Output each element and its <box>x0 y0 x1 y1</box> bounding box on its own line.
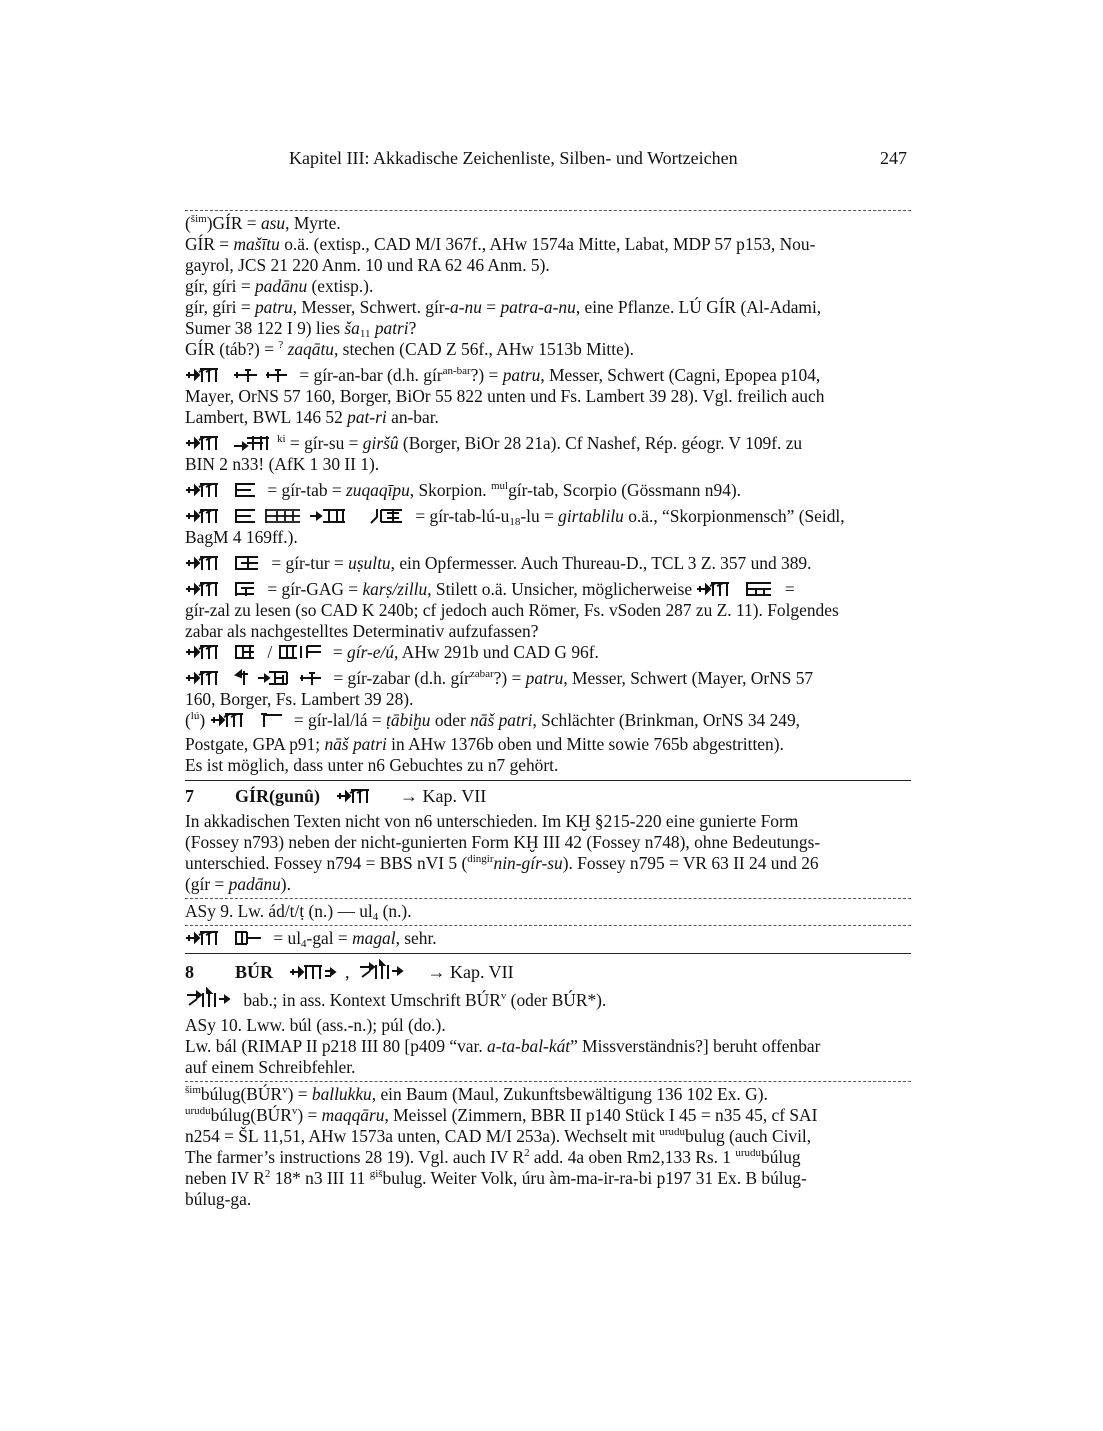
cuneiform-gir-sign-icon <box>185 580 227 598</box>
entry-line: $^{urudu}búlug(BÚR^v)$ = maqqāru, Meissel (Zimmern, BBR II p140 Stück I 45 = n35 45, cf SAI <box>185 1105 818 1125</box>
cuneiform-gir-sign-icon <box>185 507 227 525</box>
entry-line: Sumer 38 122 I 9) lies $ša_{11}$ patri? <box>185 318 417 339</box>
entry-line: 160, Borger, Fs. Lambert 39 28). <box>185 689 414 709</box>
cuneiform-bur-sign-icon <box>289 963 339 981</box>
entry-8-header: 8 BÚR , → Kap. VII <box>185 959 911 983</box>
cuneiform-lu-sign-icon <box>367 507 405 525</box>
cuneiform-e-sign-icon <box>233 643 257 661</box>
cuneiform-lal-sign-icon <box>258 711 284 729</box>
cuneiform-bur-variant-sign-icon <box>185 987 233 1009</box>
entry-line: n254 = ŠL 11,51, AHw 1573a unten, CAD M/I 253a). Wechselt mit $^{urudu}$bulug (auch Civil, <box>185 1126 812 1146</box>
cuneiform-gir-gunu-sign-icon <box>336 787 378 805</box>
entry-line: = $ul_4$-gal = magal, sehr. <box>185 928 911 949</box>
entry-line: ($^{šim}$)GÍR = asu, Myrte. <box>185 213 341 233</box>
cross-reference: → Kap. VII <box>400 786 487 806</box>
entry-line: ($^{lú}$) = gír-lal/lá = ṭābiḫu oder nāš patri, Schlächter (Brinkman, OrNS 34 249, <box>185 710 801 730</box>
section-divider <box>185 953 911 954</box>
running-header <box>185 148 907 174</box>
entry-line: Es ist möglich, dass unter n6 Gebuchtes zu n7 gehört. <box>185 755 559 775</box>
entry-line: auf einem Schreibfehler. <box>185 1057 356 1077</box>
cuneiform-an-sign-icon <box>233 366 259 384</box>
cross-reference: → Kap. VII <box>427 962 514 982</box>
entry-line: = gír-GAG = karṣ/zillu, Stilett o.ä. Unsicher, möglicherweise = <box>185 579 911 600</box>
entry-line: BagM 4 169ff.). <box>185 527 298 547</box>
cuneiform-zabar-sign-icon <box>233 669 251 687</box>
cuneiform-gir-sign-icon <box>696 580 738 598</box>
entry-line: / = gír-e/ú, AHw 291b und CAD G 96f. <box>185 642 911 663</box>
entry-line: Mayer, OrNS 57 160, Borger, BiOr 55 822 unten und Fs. Lambert 39 28). Vgl. freilich auch <box>185 386 825 406</box>
cuneiform-lu-sign-icon <box>263 507 303 525</box>
entry-line: ASy 10. Lww. búl (ass.-n.); púl (do.). <box>185 1015 446 1035</box>
entry-line: gír-zal zu lesen (so CAD K 240b; cf jedoch auch Römer, Fs. vSoden 287 zu Z. 11). Folgendes <box>185 600 839 620</box>
cuneiform-gir-sign-icon <box>185 643 227 661</box>
chapter-title: Kapitel III: Akkadische Zeichenliste, Silben- und Wortzeichen <box>289 148 738 168</box>
cuneiform-bar-sign-icon <box>265 366 289 384</box>
dashed-divider <box>185 898 911 899</box>
cuneiform-gal-sign-icon <box>233 929 263 947</box>
entry-line: Lw. bál (RIMAP II p218 III 80 [p409 “var. a-ta-bal-kát” Missverständnis?] beruht offenbar <box>185 1036 821 1056</box>
entry-line: In akkadischen Texten nicht von n6 unterschieden. Im KḪ §215-220 eine gunierte Form <box>185 811 799 831</box>
entry-line: Lambert, BWL 146 52 pat-ri an-bar. <box>185 407 439 427</box>
cuneiform-gir-sign-icon <box>185 434 227 452</box>
dashed-divider <box>185 1081 911 1082</box>
entry-line: = gír-an-bar (d.h. gír$^{an-bar}$?) = patru, Messer, Schwert (Cagni, Epopea p104, <box>185 365 911 386</box>
entry-line: neben IV $R^2$ 18* n3 III 11 $^{giš}$bulug. Weiter Volk, úru àm-ma-ir-ra-bi p197 31 Ex. B búlug- <box>185 1168 807 1188</box>
cuneiform-gir-sign-icon <box>210 711 252 729</box>
cuneiform-gir-sign-icon <box>185 481 227 499</box>
cuneiform-su-sign-icon <box>233 434 271 452</box>
entry-line: = gír-tab = zuqaqīpu, Skorpion. $^{mul}$gír-tab, Scorpio (Gössmann n94). <box>185 480 911 501</box>
cuneiform-gir-sign-icon <box>185 366 227 384</box>
entry-line: GÍR (táb?) = ? zaqātu, stechen (CAD Z 56f., AHw 1513b Mitte). <box>185 339 634 359</box>
entry-line: = gír-tur = uṣultu, ein Opfermesser. Auch Thureau-D., TCL 3 Z. 357 und 389. <box>185 553 911 574</box>
cuneiform-tur-sign-icon <box>233 554 261 572</box>
entry-line: unterschied. Fossey n794 = BBS nVI 5 ($^{dingir}$nin-gír-su). Fossey n795 = VR 63 II 24 und 26 <box>185 853 819 873</box>
entry-line: gayrol, JCS 21 220 Anm. 10 und RA 62 46 Anm. 5). <box>185 255 550 275</box>
entry-line: $^{ki}$ = gír-su = giršû (Borger, BiOr 28 21a). Cf Nashef, Rép. géogr. V 109f. zu <box>185 433 911 454</box>
cuneiform-bar-sign-icon <box>299 669 323 687</box>
entry-line: = gír-zabar (d.h. gír$^{zabar}$?) = patru, Messer, Schwert (Mayer, OrNS 57 <box>185 668 911 689</box>
entry-line: gír, gíri = patru, Messer, Schwert. gír-a-nu = patra-a-nu, eine Pflanze. LÚ GÍR (Al-Adami, <box>185 297 822 317</box>
dashed-divider <box>185 210 911 211</box>
section-divider <box>185 780 911 781</box>
sign-list <box>185 207 911 1210</box>
cuneiform-gir-sign-icon <box>185 669 227 687</box>
cuneiform-gir-sign-icon <box>185 554 227 572</box>
entry-line: ASy 9. Lw. ád/t/ṭ (n.) — $ul_4$ (n.). <box>185 901 412 922</box>
entry-line: GÍR = mašītu o.ä. (extisp., CAD M/I 367f., AHw 1574a Mitte, Labat, MDP 57 p153, Nou- <box>185 234 816 254</box>
entry-line: BIN 2 n33! (AfK 1 30 II 1). <box>185 454 380 474</box>
entry-line: (gír = padānu). <box>185 874 291 894</box>
cuneiform-u-sign-icon <box>277 643 323 661</box>
entry-line: The farmer’s instructions 28 19). Vgl. auch IV $R^2$ add. 4a oben Rm2,133 Rs. 1 $^{urudu}$búlug <box>185 1147 801 1167</box>
cuneiform-zabar-sign-icon <box>257 669 293 687</box>
entry-line: (Fossey n793) neben der nicht-gunierten Form KḪ III 42 (Fossey n748), ohne Bedeutungs- <box>185 832 821 852</box>
page-number: 247 <box>880 148 907 168</box>
entry-reading: GÍR(gunû) <box>235 786 321 806</box>
dashed-divider <box>185 925 911 926</box>
entry-7-header <box>185 786 911 807</box>
entry-reading: BÚR <box>235 962 274 982</box>
cuneiform-zal-sign-icon <box>744 580 774 598</box>
cuneiform-tab-sign-icon <box>233 481 257 499</box>
cuneiform-bur-variant-sign-icon <box>358 959 406 981</box>
cuneiform-tab-sign-icon <box>233 507 257 525</box>
cuneiform-gir-sign-icon <box>185 929 227 947</box>
cuneiform-gag-sign-icon <box>233 580 257 598</box>
entry-line: búlug-ga. <box>185 1189 252 1209</box>
entry-line: bab.; in ass. Kontext Umschrift BÚR$^v$ (oder BÚR*). <box>185 987 911 1011</box>
entry-line: gír, gíri = padānu (extisp.). <box>185 276 374 296</box>
entry-number: 7 <box>185 786 194 806</box>
entry-number: 8 <box>185 962 194 982</box>
entry-line: $^{šim}búlug(BÚR^v)$ = ballukku, ein Baum (Maul, Zukunftsbewältigung 136 102 Ex. G). <box>185 1084 768 1104</box>
cuneiform-su-sign-icon <box>309 507 361 525</box>
entry-line: zabar als nachgestelltes Determinativ aufzufassen? <box>185 621 539 641</box>
entry-line: Postgate, GPA p91; nāš patri in AHw 1376b oben und Mitte sowie 765b abgestritten). <box>185 734 784 754</box>
entry-line: = gír-$tab-lú-u_{18}-lu$ = girtablilu o.ä., “Skorpionmensch” (Seidl, <box>185 506 911 527</box>
